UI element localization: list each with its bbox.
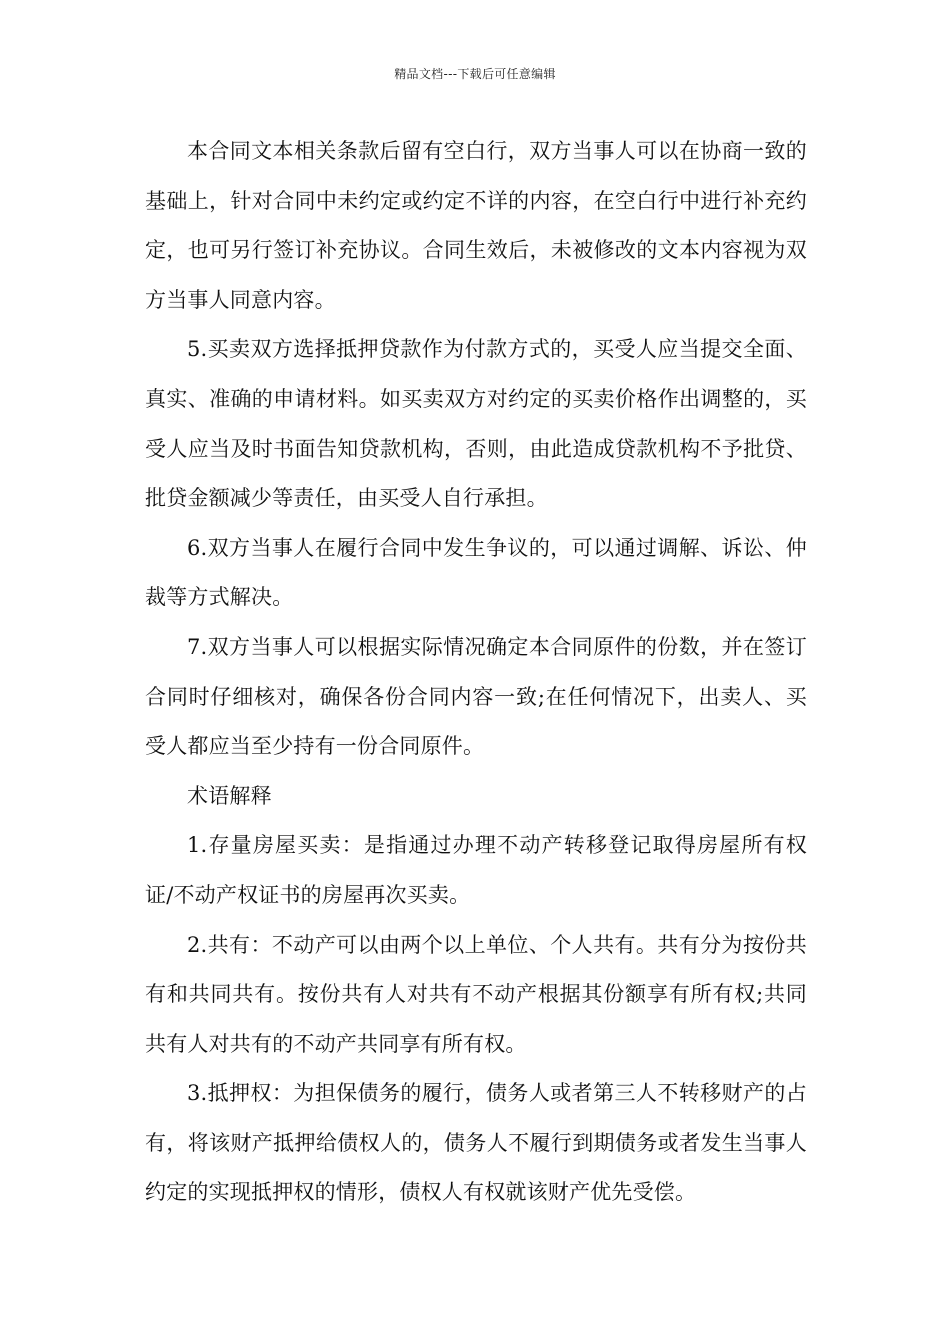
paragraph-term-1: 1.存量房屋买卖：是指通过办理不动产转移登记取得房屋所有权证/不动产权证书的房屋再次买卖。 — [145, 833, 807, 907]
paragraph-blank-lines-note: 本合同文本相关条款后留有空白行，双方当事人可以在协商一致的基础上，针对合同中未约定或约定不详的内容，在空白行中进行补充约定，也可另行签订补充协议。合同生效后，未被修改的文本内容视为双方当事人同意内容。 — [145, 139, 807, 312]
paragraph-clause-5: 5.买卖双方选择抵押贷款作为付款方式的，买受人应当提交全面、真实、准确的申请材料。如买卖双方对约定的买卖价格作出调整的，买受人应当及时书面告知贷款机构，否则，由此造成贷款机构不予批贷、批贷金额减少等责任，由买受人自行承担。 — [145, 337, 807, 511]
paragraph-clause-6: 6.双方当事人在履行合同中发生争议的，可以通过调解、诉讼、仲裁等方式解决。 — [145, 535, 807, 610]
paragraph-term-3: 3.抵押权：为担保债务的履行，债务人或者第三人不转移财产的占有，将该财产抵押给债权人的，债务人不履行到期债务或者发生当事人约定的实现抵押权的情形，债权人有权就该财产优先受偿。 — [145, 1081, 807, 1205]
paragraph-term-2: 2.共有：不动产可以由两个以上单位、个人共有。共有分为按份共有和共同共有。按份共有人对共有不动产根据其份额享有所有权;共同共有人对共有的不动产共同享有所有权。 — [145, 932, 807, 1056]
document-body — [145, 127, 807, 1218]
paragraph-clause-7: 7.双方当事人可以根据实际情况确定本合同原件的份数，并在签订合同时仔细核对，确保各份合同内容一致;在任何情况下，出卖人、买受人都应当至少持有一份合同原件。 — [145, 634, 807, 759]
page-header: 精品文档---下载后可任意编辑 — [394, 67, 556, 81]
section-heading-terms: 术语解释 — [187, 783, 272, 808]
